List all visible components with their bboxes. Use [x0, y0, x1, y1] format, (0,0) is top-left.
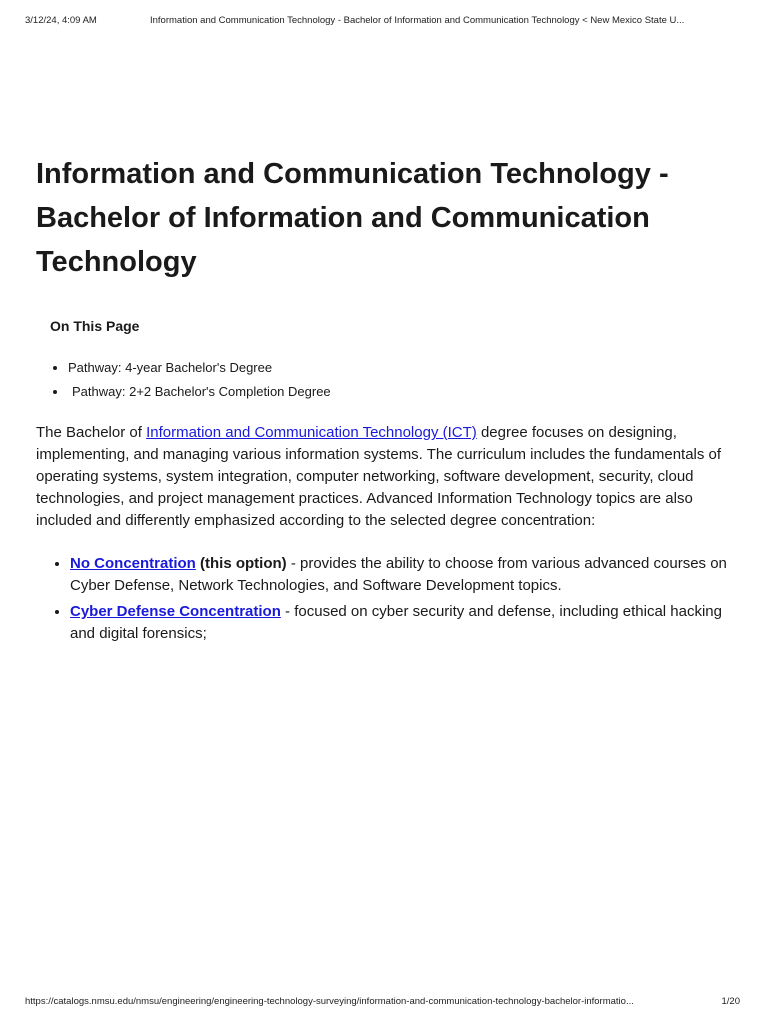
cyber-defense-concentration-link[interactable]: Cyber Defense Concentration — [70, 603, 281, 620]
page-title: Information and Communication Technology - Bachelor of Information and Communication Technology — [36, 158, 669, 278]
no-concentration-link[interactable]: No Concentration — [70, 555, 196, 572]
page-number: 1/20 — [721, 996, 740, 1007]
toc-item[interactable] — [68, 356, 331, 380]
toc-item-label[interactable]: Pathway: 4-year Bachelor's Degree — [68, 360, 273, 375]
list-item — [70, 601, 750, 645]
ict-link[interactable]: Information and Communication Technology (ICT) — [146, 424, 477, 441]
intro-paragraph — [36, 422, 736, 532]
intro-text-before: The Bachelor of — [36, 424, 147, 441]
intro-text-after: degree focuses on designing, implementing, and managing various information systems. The curriculum includes the fundamentals of operating systems, system integration, computer networking, software development, security, cloud technologies, and project management practices. Advanced Information Technology topics are also included and differently emphasized according to the selected degree concentration: — [36, 424, 722, 529]
print-url: https://catalogs.nmsu.edu/nmsu/engineering/engineering-technology-surveying/information-and-communication-technology-bachelor-informatio... — [25, 996, 634, 1007]
this-option-tag: (this option) — [195, 555, 287, 572]
on-this-page-list — [50, 356, 331, 404]
concentration-description: - focused on cyber security and defense, including ethical hacking and digital forensics; — [70, 603, 722, 642]
concentrations-list — [52, 553, 750, 649]
concentration-description: - provides the ability to choose from various advanced courses on Cyber Defense, Network Technologies, and Software Development topics. — [70, 555, 727, 594]
list-item — [70, 553, 750, 597]
toc-item[interactable] — [68, 380, 331, 404]
print-document-title: Information and Communication Technology - Bachelor of Information and Communication Technology < New Mexico State U... — [150, 15, 685, 26]
toc-item-label[interactable]: Pathway: 2+2 Bachelor's Completion Degree — [72, 384, 331, 399]
on-this-page-heading: On This Page — [50, 318, 140, 334]
print-datetime: 3/12/24, 4:09 AM — [25, 15, 97, 26]
